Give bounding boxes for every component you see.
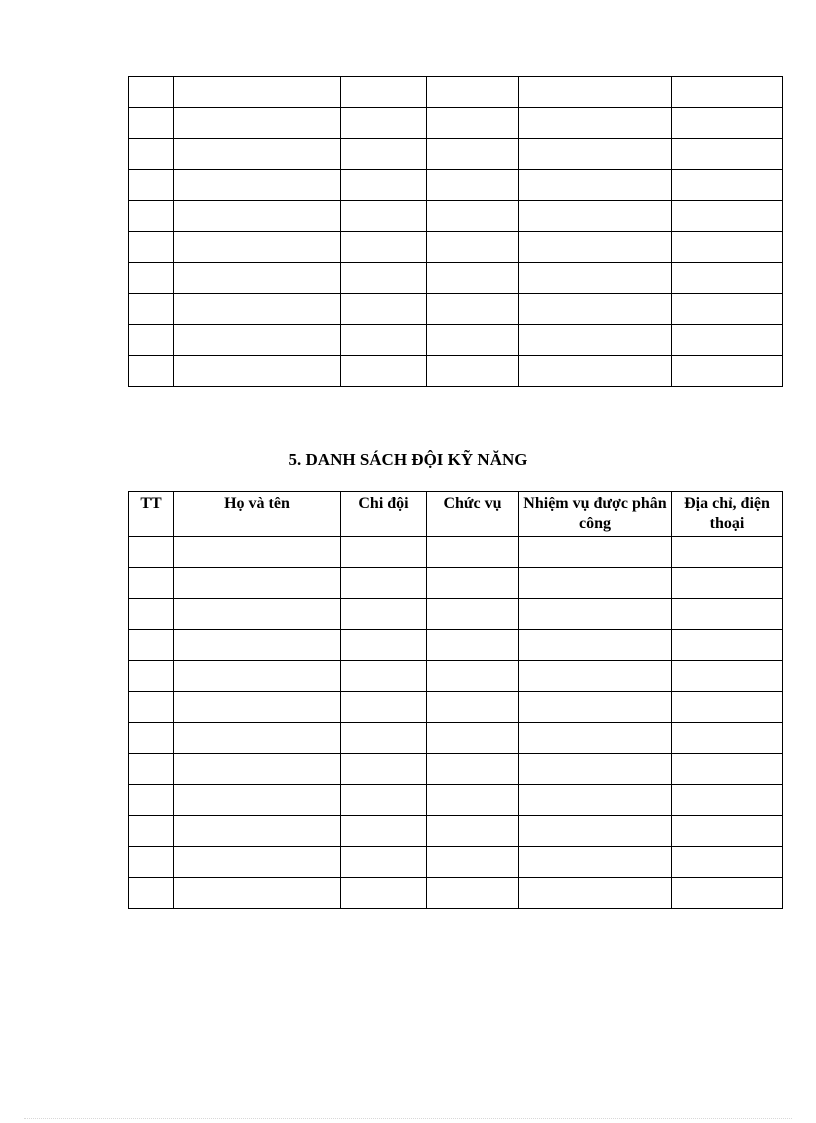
table-cell (341, 201, 427, 232)
table-cell (519, 568, 672, 599)
table-cell (519, 537, 672, 568)
table-cell (129, 325, 174, 356)
table-cell (174, 263, 341, 294)
table-cell (174, 325, 341, 356)
table-row (129, 754, 783, 785)
table-cell (672, 785, 783, 816)
table-cell (427, 108, 519, 139)
table-cell (174, 170, 341, 201)
table-cell (129, 294, 174, 325)
table-cell (672, 661, 783, 692)
table-cell (672, 754, 783, 785)
table-cell (341, 325, 427, 356)
table-row (129, 723, 783, 754)
table-row (129, 785, 783, 816)
table-cell (519, 692, 672, 723)
table-row (129, 294, 783, 325)
table-cell (672, 108, 783, 139)
table-cell (672, 139, 783, 170)
table-cell (174, 139, 341, 170)
table-cell (129, 847, 174, 878)
table-cell (341, 294, 427, 325)
section-title-text: DANH SÁCH ĐỘI KỸ NĂNG (305, 450, 528, 469)
table-cell (519, 878, 672, 909)
table-cell (427, 599, 519, 630)
table-cell (427, 170, 519, 201)
table-cell (672, 599, 783, 630)
table-cell (519, 232, 672, 263)
table-cell (672, 568, 783, 599)
table-row (129, 661, 783, 692)
table-cell (427, 537, 519, 568)
table-row (129, 847, 783, 878)
table-cell (519, 661, 672, 692)
table-cell (174, 537, 341, 568)
table-cell (174, 785, 341, 816)
table-cell (519, 599, 672, 630)
table-cell (129, 692, 174, 723)
table-cell (672, 723, 783, 754)
header-ho-va-ten: Họ và tên (174, 492, 341, 537)
table-row (129, 568, 783, 599)
table-cell (672, 630, 783, 661)
table-cell (427, 356, 519, 387)
header-chuc-vu: Chức vụ (427, 492, 519, 537)
table-row (129, 356, 783, 387)
table-cell (672, 77, 783, 108)
table-row (129, 692, 783, 723)
table-cell (341, 356, 427, 387)
table-cell (174, 847, 341, 878)
table-cell (174, 754, 341, 785)
header-row (129, 492, 783, 537)
table-cell (519, 785, 672, 816)
table-cell (341, 77, 427, 108)
table-cell (174, 692, 341, 723)
table-row (129, 77, 783, 108)
table-cell (519, 263, 672, 294)
table-cell (519, 139, 672, 170)
table-cell (174, 294, 341, 325)
table-cell (427, 201, 519, 232)
table-cell (519, 630, 672, 661)
table-cell (129, 77, 174, 108)
table-cell (427, 847, 519, 878)
table-cell (341, 263, 427, 294)
table-cell (519, 77, 672, 108)
table-cell (129, 356, 174, 387)
table-cell (427, 77, 519, 108)
skills-team-table (128, 491, 783, 909)
header-chi-doi: Chi đội (341, 492, 427, 537)
table-cell (174, 599, 341, 630)
table-row (129, 599, 783, 630)
table-row (129, 263, 783, 294)
table-row (129, 816, 783, 847)
table-cell (174, 816, 341, 847)
table-cell (427, 723, 519, 754)
table-cell (519, 201, 672, 232)
table-cell (672, 170, 783, 201)
table-cell (341, 723, 427, 754)
table-cell (174, 661, 341, 692)
table-cell (341, 537, 427, 568)
table-cell (519, 108, 672, 139)
table-cell (427, 692, 519, 723)
table-cell (341, 847, 427, 878)
continued-table-body (129, 77, 783, 387)
table-cell (174, 232, 341, 263)
table-cell (672, 201, 783, 232)
table-cell (672, 816, 783, 847)
table-cell (519, 356, 672, 387)
table-cell (341, 568, 427, 599)
table-row (129, 201, 783, 232)
table-cell (341, 692, 427, 723)
section-number: 5. (288, 450, 302, 469)
table-row (129, 630, 783, 661)
table-cell (519, 816, 672, 847)
table-cell (672, 232, 783, 263)
table-cell (129, 630, 174, 661)
page-bottom-divider (24, 1118, 792, 1119)
table-cell (129, 568, 174, 599)
table-cell (341, 108, 427, 139)
table-cell (129, 723, 174, 754)
table-cell (341, 630, 427, 661)
table-cell (129, 599, 174, 630)
table-cell (341, 139, 427, 170)
table-row (129, 108, 783, 139)
table-cell (519, 723, 672, 754)
table-cell (174, 723, 341, 754)
table-cell (427, 878, 519, 909)
header-nhiem-vu: Nhiệm vụ được phân công (519, 492, 672, 537)
table-cell (672, 692, 783, 723)
table-cell (427, 263, 519, 294)
table-row (129, 537, 783, 568)
table-cell (427, 568, 519, 599)
table-cell (129, 232, 174, 263)
table-cell (129, 816, 174, 847)
table-cell (174, 77, 341, 108)
skills-team-table-body (129, 537, 783, 909)
continued-table (128, 76, 783, 387)
table-cell (519, 325, 672, 356)
table-cell (129, 785, 174, 816)
table-cell (341, 785, 427, 816)
table-cell (672, 847, 783, 878)
table-cell (427, 661, 519, 692)
table-cell (341, 816, 427, 847)
skills-team-table-header (129, 492, 783, 537)
table-cell (427, 325, 519, 356)
table-cell (519, 754, 672, 785)
table-cell (427, 785, 519, 816)
table-cell (341, 170, 427, 201)
header-tt: TT (129, 492, 174, 537)
table-cell (341, 599, 427, 630)
table-cell (129, 661, 174, 692)
table-cell (427, 754, 519, 785)
table-cell (341, 232, 427, 263)
table-cell (174, 356, 341, 387)
table-cell (129, 754, 174, 785)
table-row (129, 170, 783, 201)
table-cell (174, 630, 341, 661)
table-cell (174, 201, 341, 232)
table-cell (129, 201, 174, 232)
table-cell (519, 170, 672, 201)
table-cell (129, 139, 174, 170)
table-cell (341, 661, 427, 692)
table-row (129, 139, 783, 170)
table-cell (129, 263, 174, 294)
table-cell (519, 294, 672, 325)
table-cell (672, 294, 783, 325)
table-cell (341, 754, 427, 785)
table-cell (174, 568, 341, 599)
table-cell (672, 878, 783, 909)
section-title (0, 449, 816, 471)
table-cell (427, 232, 519, 263)
table-cell (672, 356, 783, 387)
table-cell (427, 294, 519, 325)
table-cell (427, 630, 519, 661)
table-cell (341, 878, 427, 909)
table-row (129, 232, 783, 263)
table-cell (174, 108, 341, 139)
table-cell (672, 263, 783, 294)
table-cell (129, 537, 174, 568)
table-row (129, 325, 783, 356)
table-row (129, 878, 783, 909)
table-cell (672, 537, 783, 568)
table-cell (174, 878, 341, 909)
table-cell (427, 139, 519, 170)
header-dia-chi: Địa chỉ, điện thoại (672, 492, 783, 537)
table-cell (129, 170, 174, 201)
table-cell (129, 878, 174, 909)
table-cell (519, 847, 672, 878)
table-cell (427, 816, 519, 847)
table-cell (672, 325, 783, 356)
table-cell (129, 108, 174, 139)
